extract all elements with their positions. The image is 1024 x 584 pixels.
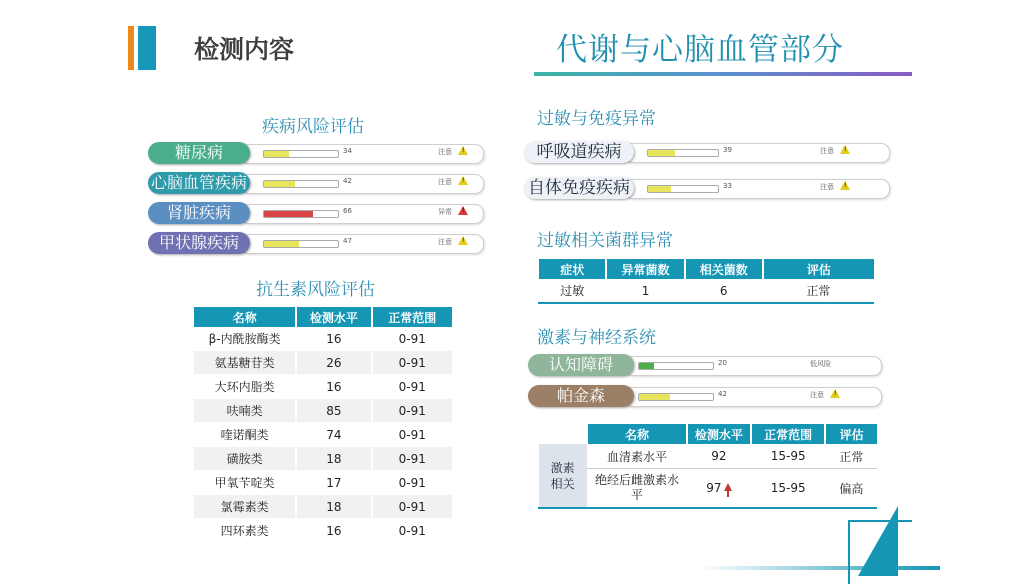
risk-name-label: 自体免疫疾病 [524,177,634,199]
risk-progress-fill [639,363,654,369]
table-row [538,279,874,303]
cell-range: 0-91 [372,519,452,543]
risk-score: 33 [723,182,732,190]
col-header-name: 名称 [193,307,296,327]
table-row [193,375,452,399]
cell-level: 18 [296,495,371,519]
risk-progress-track [263,150,339,158]
allergy-header-row [538,259,874,279]
cell-level-text: 97 [706,481,722,495]
antibiotic-title: 抗生素风险评估 [256,280,375,300]
warning-icon [458,236,468,245]
risk-status: 低风险 [810,360,831,368]
cell-level: 26 [296,351,371,375]
risk-score: 47 [343,237,352,245]
risk-score: 66 [343,207,352,215]
page-title: 检测内容 [194,35,295,64]
cell-eval: 正常 [825,444,877,469]
cell-range: 15-95 [751,444,825,469]
cell-level: 17 [296,471,371,495]
cell-level: 85 [296,399,371,423]
title-underline [534,72,912,76]
cell-name: 氯霉素类 [193,495,296,519]
col-header-eval: 评估 [763,259,874,279]
table-row [193,399,452,423]
cell-name: 四环素类 [193,519,296,543]
cell-name: 血清素水平 [587,444,687,469]
col-header-abnormal: 异常菌数 [606,259,684,279]
hormone-category [538,444,587,508]
col-header-eval: 评估 [825,424,877,444]
table-row [193,495,452,519]
cell-range: 0-91 [372,471,452,495]
risk-row [148,172,482,194]
disease-risk-title: 疾病风险评估 [262,117,364,137]
cell-name-text: 绝经后雌激素水平 [594,473,679,502]
cell-related: 6 [685,279,763,303]
cell-range: 0-91 [372,351,452,375]
table-row [193,519,452,543]
risk-progress-fill [648,186,671,192]
risk-score: 39 [723,146,732,154]
cell-range: 0-91 [372,375,452,399]
col-header-blank [538,424,587,444]
cell-level: 16 [296,375,371,399]
risk-status: 注意 [810,391,824,399]
section-heading: 代谢与心脑血管部分 [556,32,844,68]
risk-name-label: 心脑血管疾病 [148,172,250,194]
risk-progress-fill [264,241,299,247]
risk-progress-track [263,180,339,188]
header-accent-orange [128,26,134,70]
antibiotic-table [192,307,452,543]
col-header-range: 正常范围 [372,307,452,327]
header-accent-teal [138,26,156,70]
cell-name: 呋喃类 [193,399,296,423]
warning-icon [458,146,468,155]
risk-progress-track [647,149,719,157]
cell-range: 0-91 [372,495,452,519]
cell-level: 18 [296,447,371,471]
risk-progress-track [263,240,339,248]
cell-level: 74 [296,423,371,447]
risk-score: 42 [343,177,352,185]
cell-eval: 正常 [763,279,874,303]
risk-progress-track [638,362,714,370]
risk-name-label: 甲状腺疾病 [148,232,250,254]
cell-name: 喹诺酮类 [193,423,296,447]
antibiotic-header-row [193,307,452,327]
immune-title: 过敏与免疫异常 [537,109,656,129]
col-header-related: 相关菌数 [685,259,763,279]
decor-triangle [858,506,898,576]
hormone-table [537,424,877,509]
cell-name: β-内酰胺酶类 [193,327,296,351]
risk-row [524,177,888,199]
table-row [193,423,452,447]
risk-progress-track [263,210,339,218]
risk-status: 异常 [438,208,452,216]
col-header-range: 正常范围 [751,424,825,444]
cell-level: 92 [687,444,751,469]
risk-name-label: 呼吸道疾病 [524,141,634,163]
cell-name: 甲氧苄啶类 [193,471,296,495]
risk-score: 20 [718,359,727,367]
cell-level: 16 [296,327,371,351]
col-header-symptom: 症状 [538,259,606,279]
cell-range: 0-91 [372,423,452,447]
risk-row [148,232,482,254]
table-row [538,469,877,509]
cell-name: 氨基糖苷类 [193,351,296,375]
cell-range: 0-91 [372,447,452,471]
risk-row [148,202,482,224]
col-header-name: 名称 [587,424,687,444]
risk-name-label: 认知障碍 [528,354,634,376]
cell-name: 磺胺类 [193,447,296,471]
cell-name [587,469,687,509]
risk-status: 注意 [438,148,452,156]
risk-progress-fill [639,394,670,400]
risk-progress-fill [648,150,675,156]
warning-icon [830,389,840,398]
cell-abnormal: 1 [606,279,684,303]
risk-row [528,385,880,407]
risk-progress-fill [264,181,295,187]
warning-icon [458,176,468,185]
cell-range: 0-91 [372,327,452,351]
table-row [193,447,452,471]
risk-status: 注意 [820,183,834,191]
risk-name-label: 糖尿病 [148,142,250,164]
cell-level [687,469,751,509]
risk-progress-fill [264,151,289,157]
risk-row [148,142,482,164]
hormone-header-row [538,424,877,444]
warning-icon [840,145,850,154]
allergy-table [537,259,874,304]
risk-status: 注意 [438,238,452,246]
col-header-level: 检测水平 [296,307,371,327]
neuro-title: 激素与神经系统 [537,328,656,348]
risk-score: 42 [718,390,727,398]
cell-range: 0-91 [372,399,452,423]
col-header-level: 检测水平 [687,424,751,444]
cell-eval: 偏高 [825,469,877,509]
risk-row [524,141,888,163]
risk-score: 34 [343,147,352,155]
table-row [193,327,452,351]
risk-progress-fill [264,211,313,217]
cell-symptom: 过敏 [538,279,606,303]
cell-range: 15-95 [751,469,825,509]
arrow-up-icon [724,483,732,491]
risk-status: 注意 [820,147,834,155]
risk-name-label: 肾脏疾病 [148,202,250,224]
risk-progress-track [638,393,714,401]
risk-name-label: 帕金森 [528,385,634,407]
hormone-category-label: 激素相关 [550,460,575,491]
cell-name: 大环内脂类 [193,375,296,399]
warning-icon [840,181,850,190]
risk-status: 注意 [438,178,452,186]
table-row [538,444,877,469]
risk-progress-track [647,185,719,193]
warning-icon [458,206,468,215]
table-row [193,351,452,375]
allergy-title: 过敏相关菌群异常 [537,231,673,251]
risk-row [528,354,880,376]
table-row [193,471,452,495]
cell-level: 16 [296,519,371,543]
